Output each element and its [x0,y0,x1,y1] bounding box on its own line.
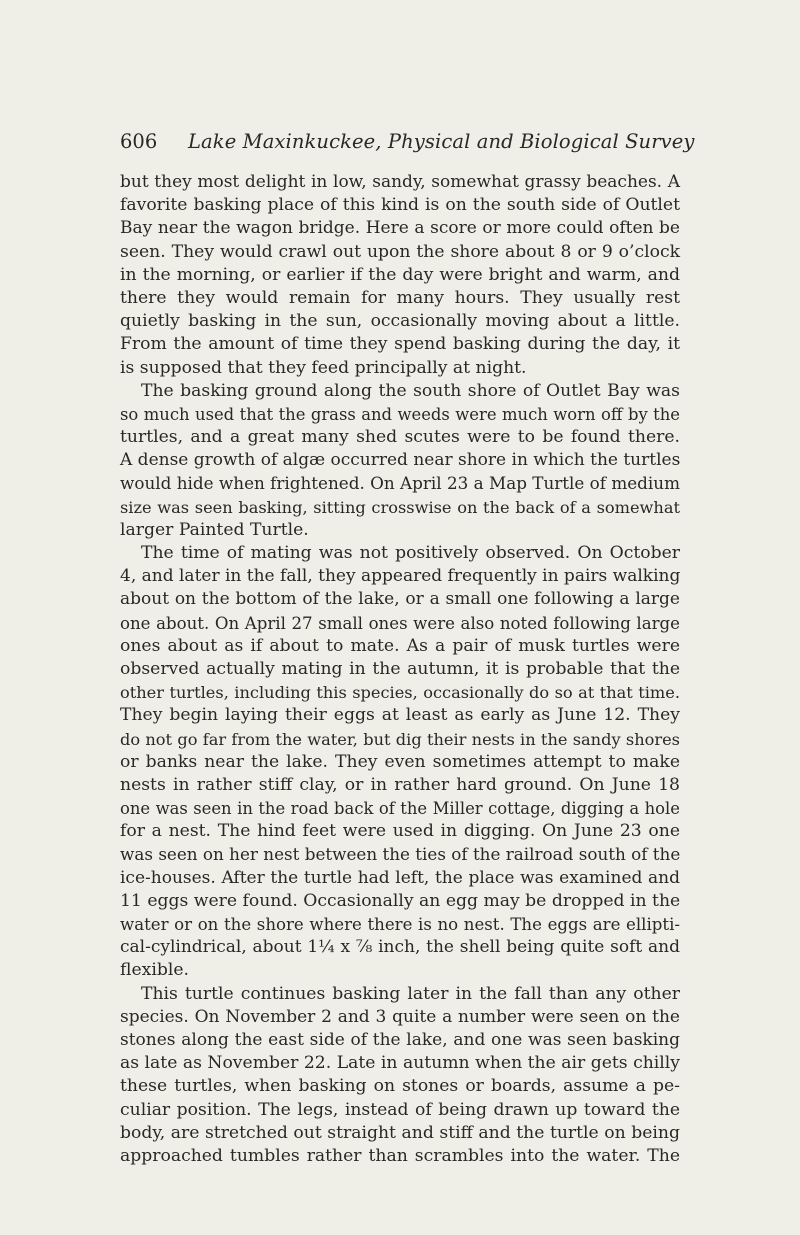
text-line: 11 eggs were found. Occasionally an egg may be dropped in the [120,890,681,911]
text-line: observed actually mating in the autumn, it is probable that the [120,658,680,679]
text-line: cal-cylindrical, about 1¼ x ⅞ inch, the shell being quite soft and [120,937,680,958]
text-line: or banks near the lake. They even sometimes attempt to make [120,751,680,772]
text-line: The time of mating was not positively observed. On October [141,543,680,563]
text-line: larger Painted Turtle. [120,519,309,540]
text-line: nests in rather stiff clay, or in rather hard ground. On June 18 [120,774,680,795]
text-line: body, are stretched out straight and stiff and the turtle on being [120,1122,680,1143]
running-title: Lake Maxinkuckee, Physical and Biological Survey [188,130,695,153]
running-head [120,127,700,157]
text-line: They begin laying their eggs at least as early as June 12. They [120,705,680,726]
text-line: favorite basking place of this kind is on the south side of Outlet [120,195,680,216]
text-line: Bay near the wagon bridge. Here a score or more could often be [120,218,680,239]
text-line: size was seen basking, sitting crosswise on the back of a somewhat [120,497,680,517]
text-line: do not go far from the water, but dig their nests in the sandy shores [120,729,680,749]
text-line: turtles, and a great many shed scutes were to be found there. [120,427,680,448]
text-line: other turtles, including this species, occasionally do so at that time. [120,683,680,703]
text-line: culiar position. The legs, instead of being drawn up toward the [120,1099,680,1120]
text-line: one was seen in the road back of the Miller cottage, digging a hole [120,799,680,819]
text-line: The basking ground along the south shore of Outlet Bay was [141,380,680,401]
text-line: This turtle continues basking later in the fall than any other [141,983,680,1004]
text-line: From the amount of time they spend basking during the day, it [120,334,680,355]
text-line: 4, and later in the fall, they appeared frequently in pairs walking [120,566,681,587]
text-line: was seen on her nest between the ties of the railroad south of the [120,844,681,865]
page-number: 606 [120,130,158,153]
text-line: would hide when frightened. On April 23 a Map Turtle of medium [120,473,680,494]
text-line: quietly basking in the sun, occasionally moving about a little. [120,311,680,332]
text-line: flexible. [120,960,189,981]
text-line: seen. They would crawl out upon the shore about 8 or 9 o’clock [120,241,680,262]
text-line: in the morning, or earlier if the day were bright and warm, and [120,264,680,285]
text-line: as late as November 22. Late in autumn when the air gets chilly [120,1053,680,1074]
text-line: A dense growth of algæ occurred near shore in which the turtles [120,450,681,471]
text-line: ice-houses. After the turtle had left, the place was examined and [120,867,680,888]
text-line: species. On November 2 and 3 quite a number were seen on the [120,1006,680,1027]
text-line: water or on the shore where there is no nest. The eggs are ellipti- [120,915,680,934]
text-line: about on the bottom of the lake, or a small one following a large [120,589,680,610]
text-line: stones along the east side of the lake, and one was seen basking [120,1029,680,1050]
body-text [120,171,680,1168]
text-line: for a nest. The hind feet were used in digging. On June 23 one [120,821,680,842]
text-line: there they would remain for many hours. They usually rest [120,287,680,308]
text-line: approached tumbles rather than scrambles into the water. The [120,1145,680,1166]
text-line: ones about as if about to mate. As a pair of musk turtles were [120,635,680,656]
text-line: so much used that the grass and weeds were much worn off by the [120,404,680,424]
text-line: but they most delight in low, sandy, somewhat grassy beaches. A [120,172,680,192]
text-line: these turtles, when basking on stones or boards, assume a pe- [120,1076,680,1097]
text-line: one about. On April 27 small ones were also noted following large [120,613,680,633]
text-line: is supposed that they feed principally at night. [120,357,527,378]
